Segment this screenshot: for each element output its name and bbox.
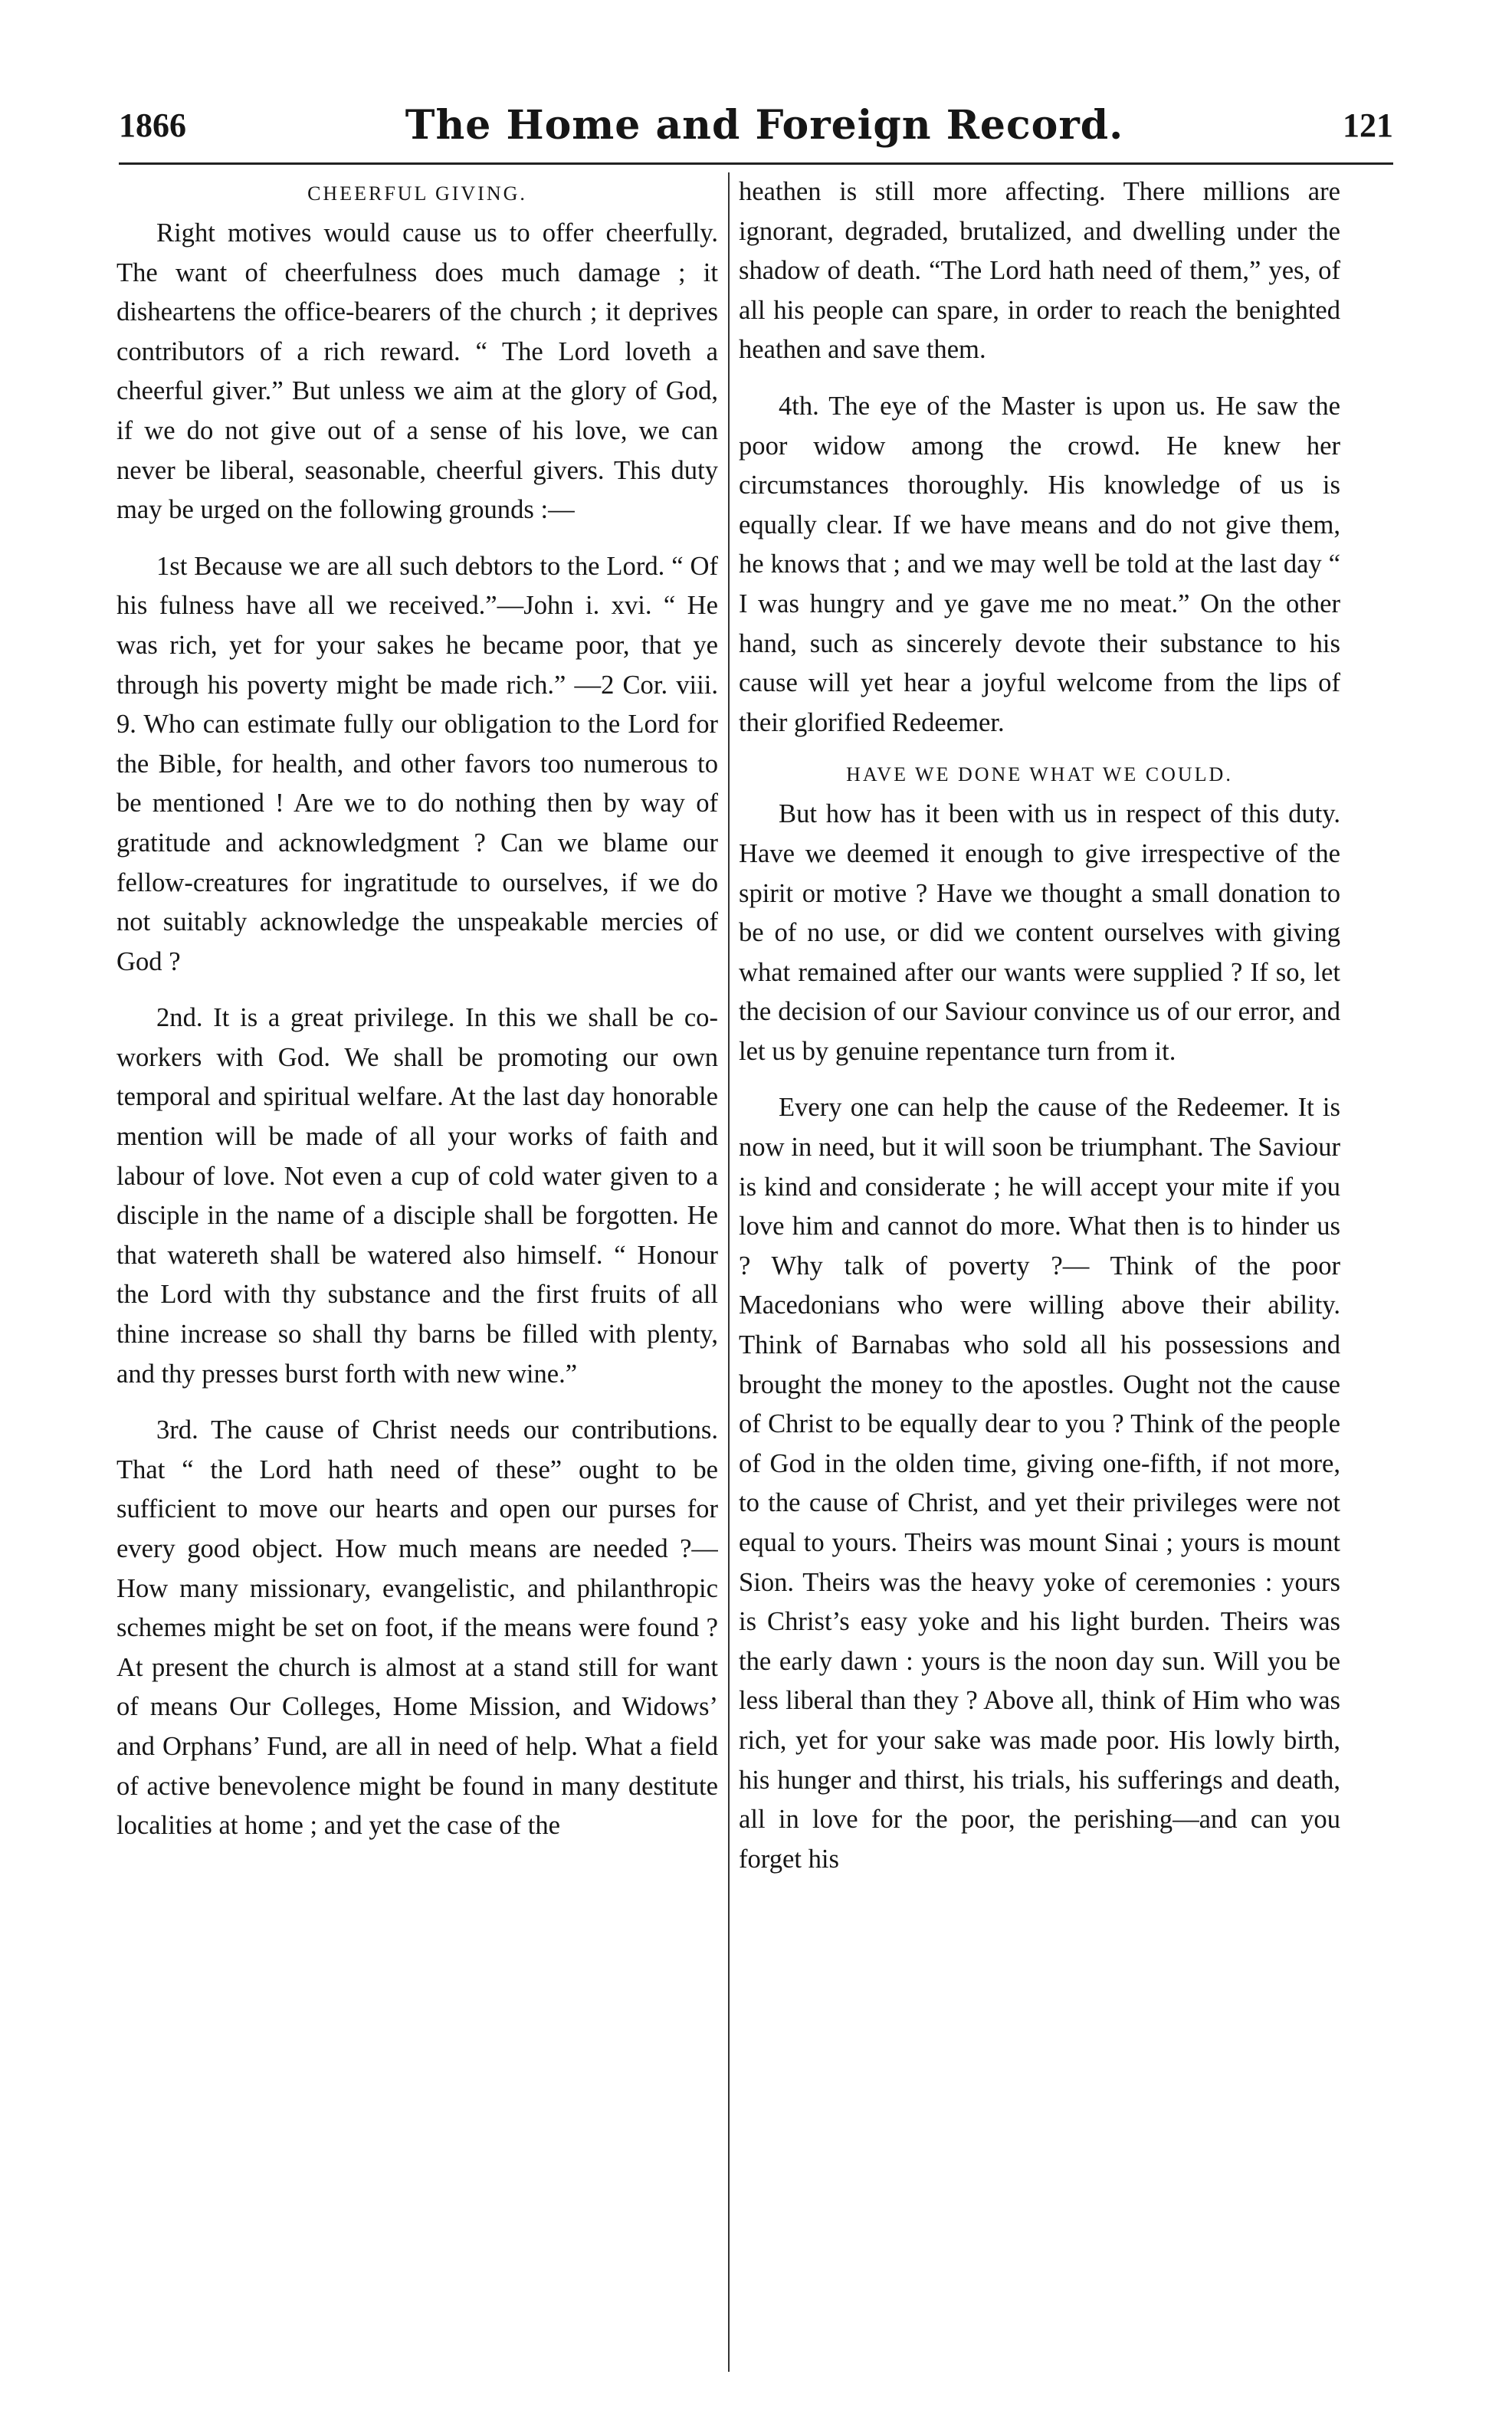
page-number: 121 <box>1343 106 1393 144</box>
paragraph-fourth-reason: 4th. The eye of the Master is upon us. He saw the poor widow among the crowd. He knew her circumstances thoroughly. His knowledge of us is equally clear. If we have means and do not give them, he knows that ; and we may well be told at the last day “ I was hungry and ye gave me no meat.” On the other hand, such as sincerely devote their substance to his cause will yet hear a joyful welcome from the lips of their glorified Redeemer. <box>739 391 1340 737</box>
paragraph-third-reason: 3rd. The cause of Christ needs our contributions. That “ the Lord hath need of these” ought to be sufficient to move our hearts and open our purses for every good object. How much means are needed ?— How many missionary, evangelistic, and philanthropic schemes might be set on foot, if the means were found ? At present the church is almost at a stand still for want of means Our Colleges, Home Mission, and Widows’ and Orphans’ Fund, are all in need of help. What a field of active benevolence might be found in many destitute localities at home ; and yet the case of the <box>116 1415 718 1841</box>
paragraph-every-one-can-help: Every one can help the cause of the Redeemer. It is now in need, but it will soon be triumphant. The Saviour is kind and considerate ; he will accept your mite if you love him and cannot do more. What then is to hinder us ? Why talk of poverty ?— Think of the poor Macedonians who were willing above their ability. Think of Barnabas who sold all his possessions and brought the money to the apostles. Ought not the cause of Christ to be equally dear to you ? Think of the people of God in the olden time, giving one-fifth, if not more, to the cause of Christ, and yet their privileges were not equal to yours. Theirs was mount Sinai ; yours is mount Sion. Theirs was the heavy yoke of ceremonies : yours is Christ’s easy yoke and his light burden. Theirs was the early dawn : yours is the noon day sun. Will you be less liberal than they ? Above all, think of Him who was rich, yet for your sake was made poor. His lowly birth, his hunger and thirst, his trials, his sufferings and death, all in love for the poor, the perishing—and can you forget his <box>739 1093 1340 1874</box>
column-divider <box>728 172 730 2372</box>
section-heading-have-we-done: HAVE WE DONE WHAT WE COULD. <box>846 763 1233 786</box>
journal-title: The Home and Foreign Record. <box>405 101 1124 149</box>
paragraph-first-reason: 1st Because we are all such debtors to the Lord. “ Of his fulness have all we received.”—John i. xvi. “ He was rich, yet for your sakes he became poor, that ye through his poverty might be made rich.” —2 Cor. viii. 9. Who can estimate fully our obligation to the Lord for the Bible, for health, and other favors too numerous to be mentioned ! Are we to do nothing then by way of gratitude and acknowledgment ? Can we blame our fellow-creatures for ingratitude to ourselves, if we do not suitably acknowledge the unspeakable mercies of God ? <box>116 551 718 976</box>
paragraph-how-has-it-been: But how has it been with us in respect of this duty. Have we deemed it enough to give irrespective of the spirit or motive ? Have we thought a small donation to be of no use, or did we content ourselves with giving what remained after our wants were supplied ? If so, let the decision of our Saviour convince us of our error, and let us by genuine repentance turn from it. <box>739 799 1340 1066</box>
left-column <box>116 172 718 2372</box>
header-rule <box>119 162 1393 165</box>
running-header <box>119 90 1393 159</box>
right-column <box>739 172 1340 2372</box>
section-heading-cheerful-giving: CHEERFUL GIVING. <box>307 182 527 205</box>
paragraph-continued: heathen is still more affecting. There millions are ignorant, degraded, brutalized, and dwelling under the shadow of death. “The Lord hath need of them,” yes, of all his people can spare, in order to reach the benighted heathen and save them. <box>739 177 1340 365</box>
paragraph-second-reason: 2nd. It is a great privilege. In this we shall be co-workers with God. We shall be promoting our own temporal and spiritual welfare. At the last day honorable mention will be made of all your works of faith and labour of love. Not even a cup of cold water given to a disciple in the name of a disciple shall be forgotten. He that watereth shall be watered also himself. “ Honour the Lord with thy substance and the first fruits of all thine increase so shall thy barns be filled with plenty, and thy presses burst forth with new wine.” <box>116 1003 718 1389</box>
header-year: 1866 <box>119 106 186 144</box>
paragraph-right-motives: Right motives would cause us to offer cheerfully. The want of cheerfulness does much damage ; it disheartens the office-bearers of the church ; it deprives contributors of a rich reward. “ The Lord loveth a cheerful giver.” But unless we aim at the glory of God, if we do not give out of a sense of his love, we can never be liberal, seasonable, cheerful givers. This duty may be urged on the following grounds :— <box>116 218 718 525</box>
